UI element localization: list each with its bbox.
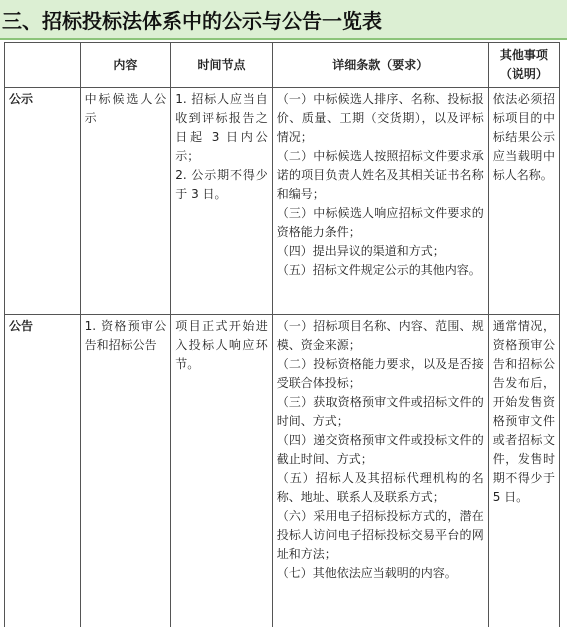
row-notes: 依法必须招标项目的中标结果公示应当载明中标人名称。 xyxy=(488,88,559,315)
page-header xyxy=(0,0,567,40)
header-blank xyxy=(5,43,81,88)
row-timing xyxy=(171,315,272,627)
header-details: 详细条款（要求） xyxy=(272,43,488,88)
detail-item: （五）招标人及其招标代理机构的名称、地址、联系人及联系方式； xyxy=(276,471,484,504)
table-header-row xyxy=(5,43,560,88)
row-details xyxy=(272,88,488,315)
table-row xyxy=(5,88,560,315)
detail-item: （三）获取资格预审文件或招标文件的时间、方式； xyxy=(276,395,484,428)
row-category: 公示 xyxy=(5,88,81,315)
timing-item: 2. 公示期不得少于 3 日。 xyxy=(175,168,268,201)
detail-item: （四）递交资格预审文件或投标文件的截止时间、方式； xyxy=(276,433,484,466)
detail-item: （二）投标资格能力要求，以及是否接受联合体投标； xyxy=(276,357,484,390)
detail-item: （二）中标候选人按照招标文件要求承诺的项目负责人姓名及其相关证书名称和编号； xyxy=(276,149,484,201)
timing-item: 项目正式开始进入投标人响应环节。 xyxy=(175,319,268,371)
detail-item: （一）招标项目名称、内容、范围、规模、资金来源； xyxy=(276,319,484,352)
timing-item: 1. 招标人应当自收到评标报告之日起 3 日内公示； xyxy=(175,92,268,163)
table-wrapper xyxy=(0,40,567,627)
row-category: 公告 xyxy=(5,315,81,627)
announcement-table xyxy=(4,42,560,627)
detail-item: （四）提出异议的渠道和方式； xyxy=(276,244,445,258)
header-content: 内容 xyxy=(80,43,171,88)
header-timing: 时间节点 xyxy=(171,43,272,88)
detail-item: （五）招标文件规定公示的其他内容。 xyxy=(276,263,481,277)
table-row xyxy=(5,315,560,627)
page-title: 三、招标投标法体系中的公示与公告一览表 xyxy=(2,8,382,33)
row-content: 1. 资格预审公告和招标公告 xyxy=(80,315,171,627)
detail-item: （一）中标候选人排序、名称、投标报价、质量、工期（交货期），以及评标情况； xyxy=(276,92,484,144)
detail-item: （六）采用电子招标投标方式的，潜在投标人访问电子招标投标交易平台的网址和方法； xyxy=(276,509,484,561)
header-notes: 其他事项（说明） xyxy=(488,43,559,88)
row-content: 中标候选人公示 xyxy=(80,88,171,315)
row-timing xyxy=(171,88,272,315)
row-details xyxy=(272,315,488,627)
row-notes: 通常情况，资格预审公告和招标公告发布后，开始发售资格预审文件或者招标文件，发售时期不得少于 5 日。 xyxy=(488,315,559,627)
detail-item: （三）中标候选人响应招标文件要求的资格能力条件； xyxy=(276,206,484,239)
detail-item: （七）其他依法应当载明的内容。 xyxy=(276,566,457,580)
